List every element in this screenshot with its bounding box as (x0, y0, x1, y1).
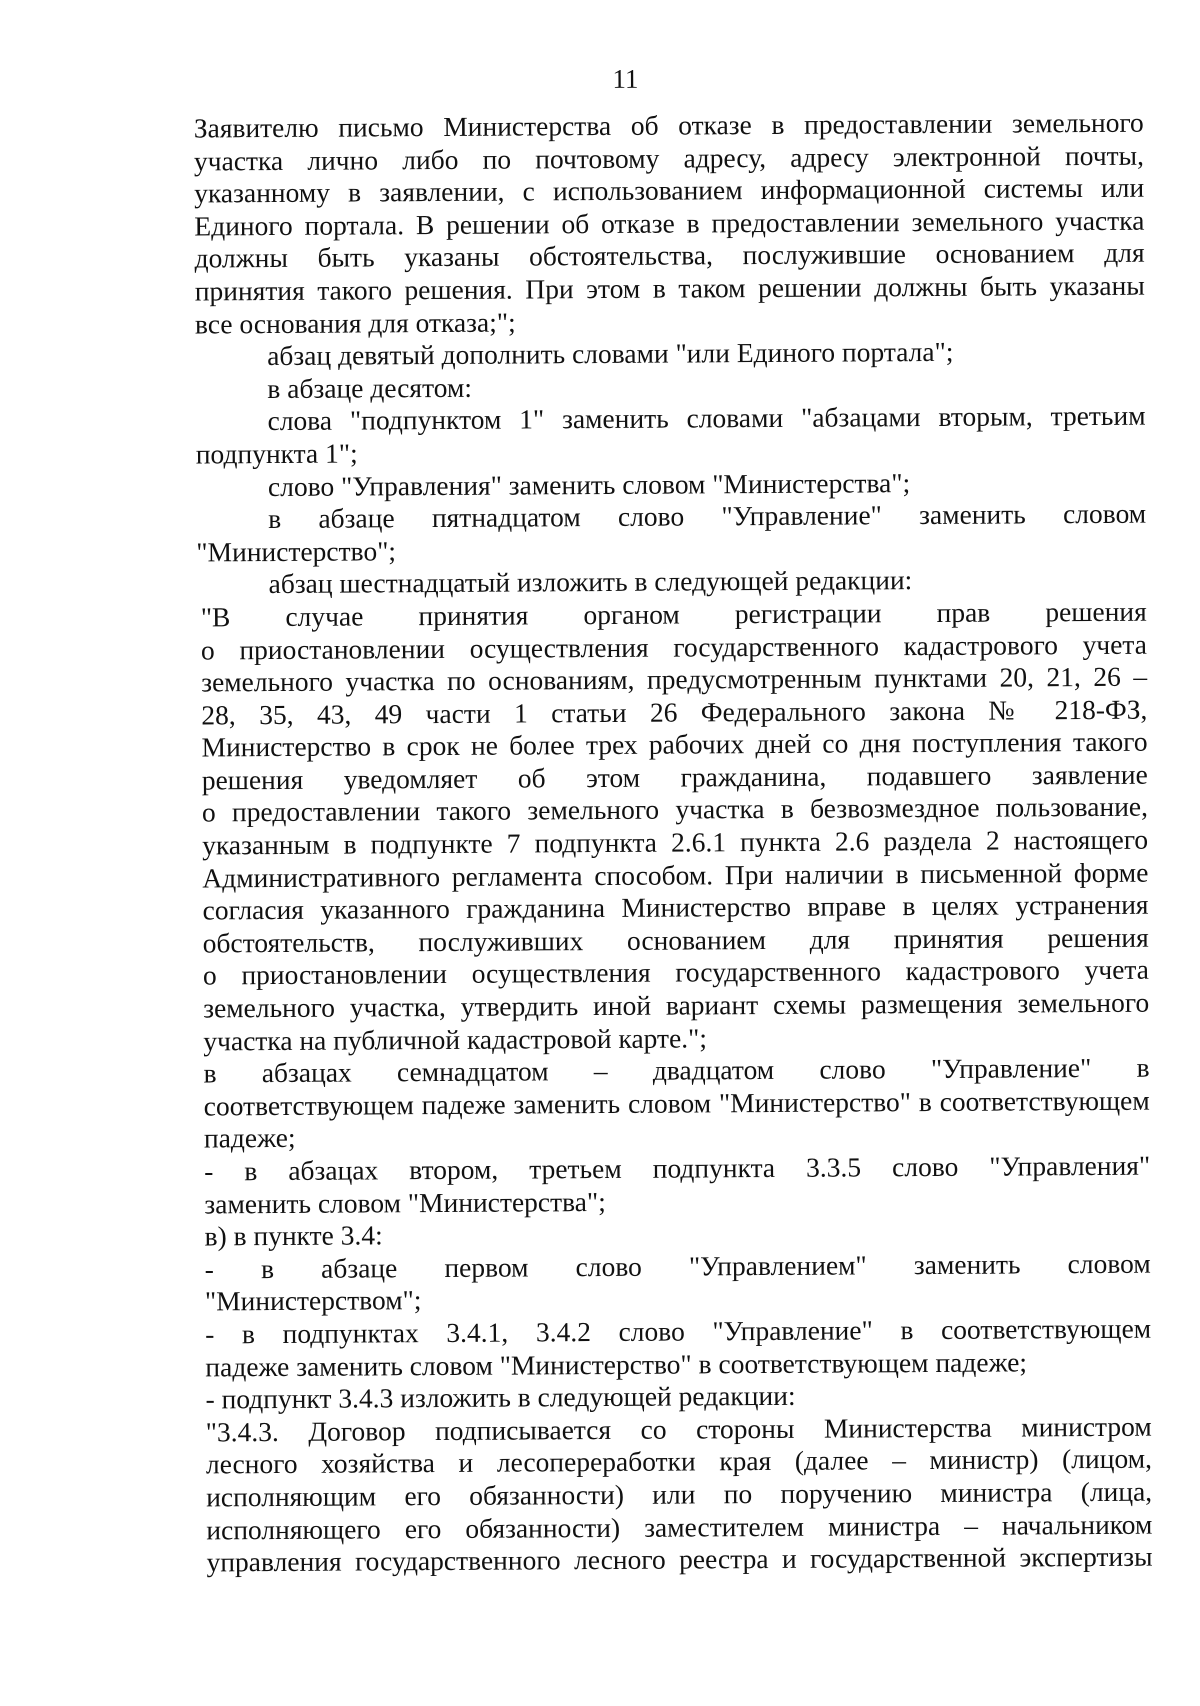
text-line: подпункта 1"; (195, 437, 358, 470)
text-line: - в подпунктах 3.4.1, 3.4.2 слово "Управление" в соответствующем (205, 1312, 1152, 1350)
text-line: о приостановлении осуществления государственного кадастрового учета (202, 954, 1150, 991)
text-line: земельного участка по основаниям, предусмотренным пунктами 20, 21, 26 – (201, 660, 1148, 698)
text-line: о предоставлении такого земельного участка в безвозмездное пользование, (201, 791, 1149, 828)
text-line: лесного хозяйства и лесопереработки края (далее – министр) (лицом, (205, 1442, 1153, 1480)
text-line: участка лично либо по почтовому адресу, адресу электронной почты, (193, 139, 1145, 177)
text-line: "3.4.3. Договор подписывается со стороны Министерства министром (205, 1410, 1152, 1448)
text-line: абзац девятый дополнить словами "или Единого портала"; (267, 336, 954, 372)
text-line: "Министерство"; (196, 534, 397, 568)
text-line: Административного регламента способом. При наличии в письменной форме (202, 856, 1149, 894)
text-line: исполняющего его обязанности) заместителем министра – начальником (206, 1508, 1153, 1545)
text-line: в абзаце пятнадцатом слово "Управление" заменить словом (268, 497, 1147, 535)
text-line: решения уведомляет об этом гражданина, подавшего заявление (201, 758, 1148, 796)
text-line: все основания для отказа;"; (194, 306, 516, 340)
text-line: Министерство в срок не более трех рабочих дней со дня поступления такого (201, 725, 1148, 763)
text-line: участка на публичной кадастровой карте."; (203, 1021, 708, 1057)
document-body (194, 107, 1153, 1579)
text-line: падеже заменить словом "Министерство" в соответствующем падеже; (205, 1345, 1028, 1382)
text-line: заменить словом "Министерства"; (204, 1185, 606, 1220)
text-line: принятия такого решения. При этом в таком решении должны быть указаны (194, 269, 1145, 307)
text-line: указанному в заявлении, с использованием информационной системы или (194, 171, 1145, 209)
text-line: в абзацах семнадцатом – двадцатом слово "Управление" в (203, 1051, 1150, 1089)
text-line: о приостановлении осуществления государственного кадастрового учета (200, 628, 1148, 665)
text-line: "Министерством"; (204, 1284, 422, 1317)
text-line: в) в пункте 3.4: (204, 1219, 383, 1252)
text-line: управления государственного лесного реестра и государственной экспертизы (206, 1540, 1153, 1578)
text-line: слова "подпунктом 1" заменить словами "абзацами вторым, третьим (267, 400, 1146, 437)
text-line: обстоятельств, послуживших основанием для принятия решения (202, 921, 1149, 959)
text-line: "В случае принятия органом регистрации прав решения (200, 595, 1147, 633)
text-line: абзац шестнадцатый изложить в следующей редакции: (268, 564, 913, 600)
text-line: слово "Управления" заменить словом "Министерства"; (267, 466, 911, 502)
text-line: земельного участка, утвердить иной вариант схемы размещения земельного (203, 986, 1150, 1024)
text-line: исполняющим его обязанности) или по поручению министра (лица, (206, 1475, 1153, 1513)
text-line: указанным в подпункте 7 подпункта 2.6.1 пункта 2.6 раздела 2 настоящего (202, 823, 1149, 861)
text-line: Единого портала. В решении об отказе в предоставлении земельного участка (194, 204, 1145, 242)
text-line: - в абзаце первом слово "Управлением" заменить словом (204, 1247, 1151, 1285)
page-number: 11 (612, 63, 639, 94)
text-line: - в абзацах втором, третьем подпункта 3.3.5 слово "Управления" (204, 1149, 1151, 1187)
text-line: должны быть указаны обстоятельства, послужившие основанием для (194, 237, 1145, 274)
text-line: 28, 35, 43, 49 части 1 статьи 26 Федерального закона № 218-ФЗ, (201, 693, 1148, 731)
text-line: соответствующем падеже заменить словом "Министерство" в соответствующем (203, 1084, 1150, 1122)
text-line: - подпункт 3.4.3 изложить в следующей редакции: (205, 1379, 796, 1415)
text-line: в абзаце десятом: (267, 371, 473, 404)
text-line: Заявителю письмо Министерства об отказе в предоставлении земельного (193, 106, 1144, 144)
text-line: падеже; (203, 1122, 296, 1154)
text-line: согласия указанного гражданина Министерство вправе в целях устранения (202, 888, 1149, 926)
